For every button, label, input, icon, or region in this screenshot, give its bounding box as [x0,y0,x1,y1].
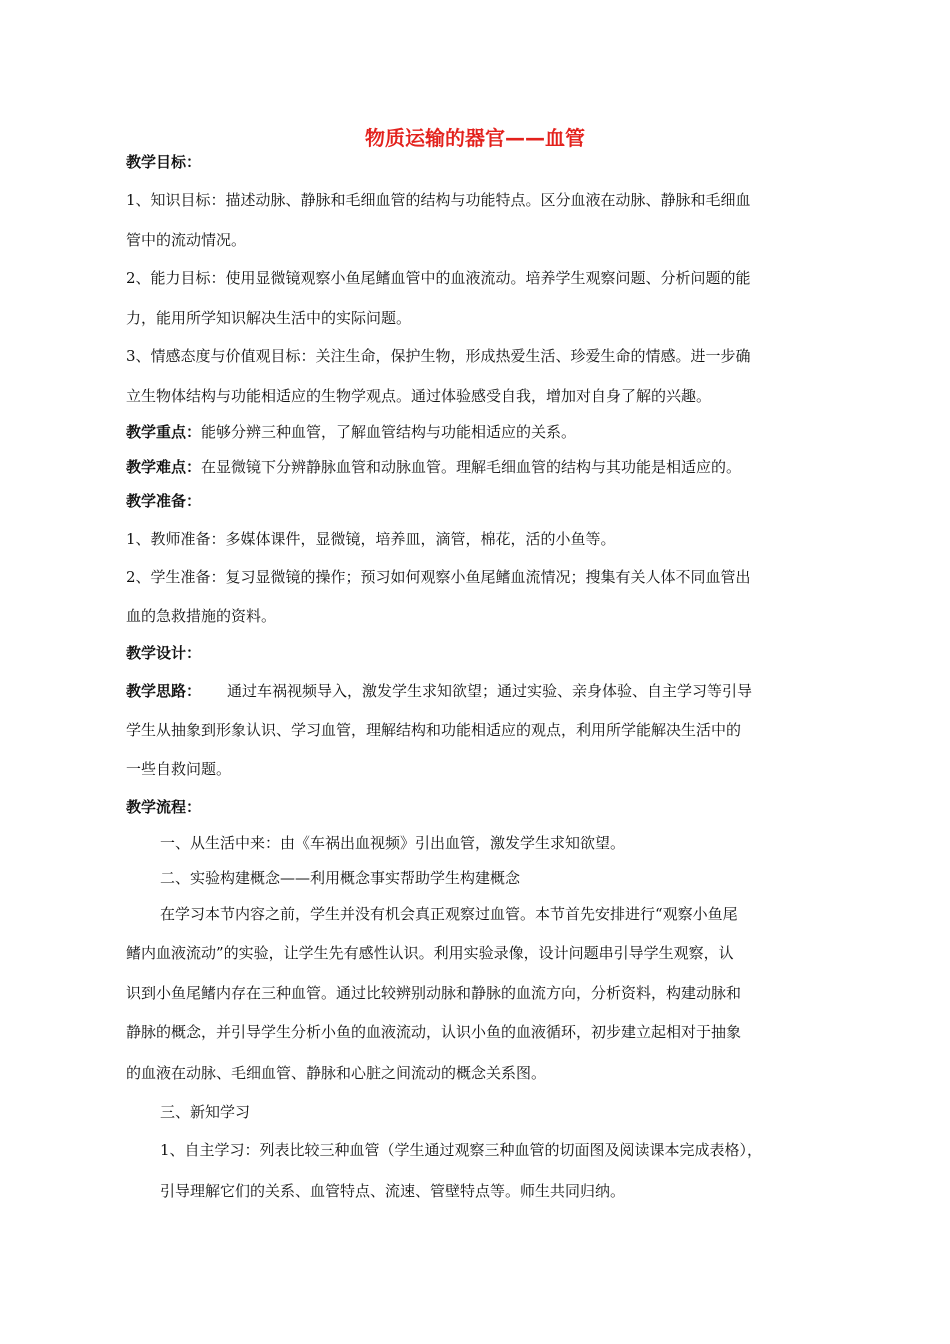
objectives-heading: 教学目标： [126,153,202,171]
idea-line-1 [126,680,752,702]
experiment-paragraph-line-4: 静脉的概念，并引导学生分析小鱼的血液流动，认识小鱼的血液循环，初步建立起相对于抽象 [126,1023,742,1041]
objective-3-line-1: 3、情感态度与价值观目标：关注生命，保护生物，形成热爱生活、珍爱生命的情感。进一步确 [126,347,751,365]
self-study-line-2: 引导理解它们的关系、血管特点、流速、管壁特点等。师生共同归纳。 [160,1182,626,1200]
preparation-teacher: 1、教师准备：多媒体课件，显微镜，培养皿，滴管，棉花，活的小鱼等。 [126,530,616,548]
experiment-paragraph-line-2: 鳍内血液流动”的实验，让学生先有感性认识。利用实验录像，设计问题串引导学生观察，认 [126,944,734,962]
document-title: 物质运输的器官——血管 [365,126,585,150]
preparation-student-line-1: 2、学生准备：复习显微镜的操作；预习如何观察小鱼尾鳍血流情况；搜集有关人体不同血管出 [126,568,751,586]
key-points-text: 能够分辨三种血管，了解血管结构与功能相适应的关系。 [201,423,577,441]
key-points-label: 教学重点： [126,423,202,441]
difficult-points-label: 教学难点： [126,458,202,476]
objective-1-line-2: 管中的流动情况。 [126,231,247,249]
flow-step-2: 二、实验构建概念——利用概念事实帮助学生构建概念 [160,869,521,887]
experiment-paragraph-line-1: 在学习本节内容之前，学生并没有机会真正观察过血管。本节首先安排进行“观察小鱼尾 [160,905,738,923]
difficult-points-text: 在显微镜下分辨静脉血管和动脉血管。理解毛细血管的结构与其功能是相适应的。 [201,458,742,476]
idea-line-2: 学生从抽象到形象认识、学习血管，理解结构和功能相适应的观点，利用所学能解决生活中的 [126,721,742,739]
objective-2-line-1: 2、能力目标：使用显微镜观察小鱼尾鳍血管中的血液流动。培养学生观察问题、分析问题的能 [126,269,751,287]
self-study-line-1: 1、自主学习：列表比较三种血管（学生通过观察三种血管的切面图及阅读课本完成表格）， [160,1141,763,1159]
difficult-points [126,456,741,478]
flow-step-1: 一、从生活中来：由《车祸出血视频》引出血管，激发学生求知欲望。 [160,834,626,852]
objective-2-line-2: 力，能用所学知识解决生活中的实际问题。 [126,309,412,327]
flow-step-3: 三、新知学习 [160,1103,251,1121]
idea-text-1: 通过车祸视频导入，激发学生求知欲望；通过实验、亲身体验、自主学习等引导 [227,682,753,700]
key-points [126,421,576,443]
flow-heading: 教学流程： [126,798,202,816]
idea-label: 教学思路： [126,682,202,700]
preparation-heading: 教学准备： [126,492,202,510]
objective-1-line-1: 1、知识目标：描述动脉、静脉和毛细血管的结构与功能特点。区分血液在动脉、静脉和毛细血 [126,191,751,209]
idea-line-3: 一些自救问题。 [126,760,232,778]
experiment-paragraph-line-5: 的血液在动脉、毛细血管、静脉和心脏之间流动的概念关系图。 [126,1064,547,1082]
experiment-paragraph-line-3: 识到小鱼尾鳍内存在三种血管。通过比较辨别动脉和静脉的血流方向，分析资料，构建动脉和 [126,984,742,1002]
design-heading: 教学设计： [126,644,202,662]
preparation-student-line-2: 血的急救措施的资料。 [126,607,277,625]
objective-3-line-2: 立生物体结构与功能相适应的生物学观点。通过体验感受自我，增加对自身了解的兴趣。 [126,387,712,405]
